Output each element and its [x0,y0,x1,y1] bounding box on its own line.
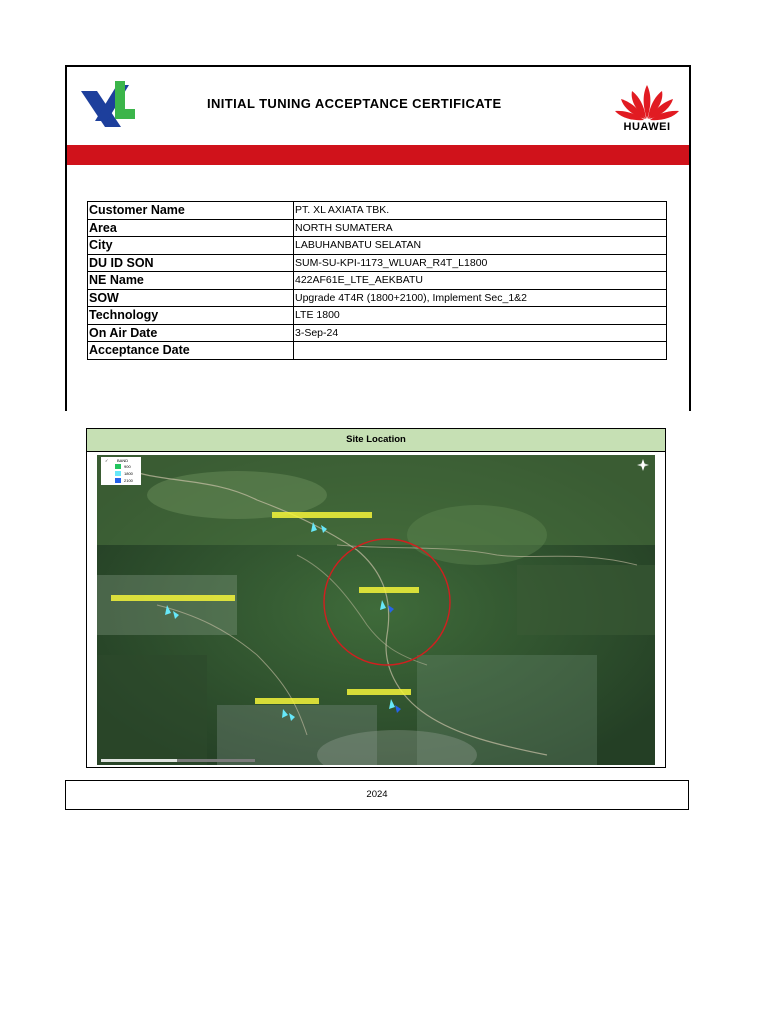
info-row [88,237,667,255]
info-value: LABUHANBATU SELATAN [294,237,667,255]
info-value: 422AF61E_LTE_AEKBATU [294,272,667,290]
huawei-wordmark: HUAWEI [623,121,671,133]
map-legend [101,457,141,485]
svg-text:BAND: BAND [117,458,129,463]
info-row [88,272,667,290]
info-row [88,307,667,325]
site-location-box [86,428,666,768]
info-label: SOW [88,289,294,307]
info-label: On Air Date [88,324,294,342]
footer-year: 2024 [65,780,689,810]
info-label: Technology [88,307,294,325]
info-value: 3-Sep-24 [294,324,667,342]
satellite-map-image [97,455,655,765]
huawei-logo [612,81,682,137]
site-map [97,455,655,765]
svg-text:1800: 1800 [124,471,133,476]
site-info-table [87,201,667,360]
info-value: SUM-SU-KPI-1173_WLUAR_R4T_L1800 [294,254,667,272]
svg-text:2100: 2100 [124,478,133,483]
info-row [88,324,667,342]
info-value: Upgrade 4T4R (1800+2100), Implement Sec_1&2 [294,289,667,307]
info-label: Customer Name [88,202,294,220]
info-value: LTE 1800 [294,307,667,325]
info-row [88,342,667,360]
header [67,67,689,145]
info-value [294,342,667,360]
xl-logo [77,77,141,135]
info-label: Area [88,219,294,237]
info-value: PT. XL AXIATA TBK. [294,202,667,220]
map-scale-bar [101,759,255,762]
info-row [88,289,667,307]
info-row [88,202,667,220]
info-value: NORTH SUMATERA [294,219,667,237]
info-row [88,219,667,237]
info-label: NE Name [88,272,294,290]
info-row [88,254,667,272]
info-label: Acceptance Date [88,342,294,360]
red-divider-band [67,145,689,165]
info-label: City [88,237,294,255]
certificate-title: INITIAL TUNING ACCEPTANCE CERTIFICATE [207,96,502,111]
svg-text:✓: ✓ [105,458,109,463]
site-location-heading: Site Location [87,429,665,452]
huawei-petals-icon [612,81,682,121]
svg-text:900: 900 [124,464,131,469]
info-label: DU ID SON [88,254,294,272]
